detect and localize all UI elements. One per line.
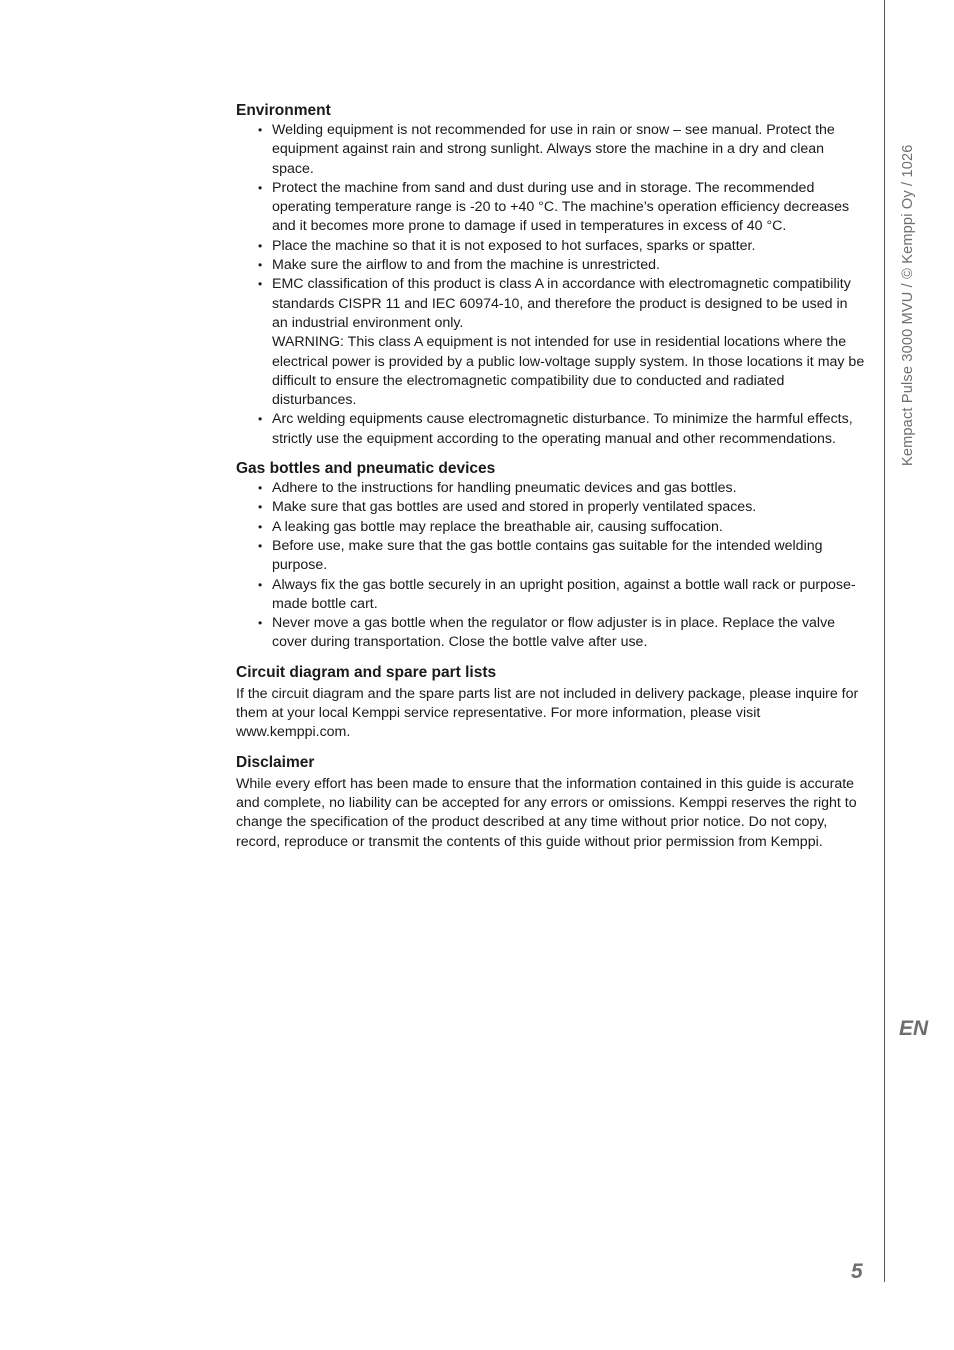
section-environment <box>236 101 866 449</box>
section-heading-gas: Gas bottles and pneumatic devices <box>236 460 496 478</box>
list-item: • Adhere to the instructions for handling pneumatic devices and gas bottles. <box>272 479 866 498</box>
emc-text: EMC classification of this product is class A in accordance with electromagnetic compatibility standards CISPR 11 and IEC 60974-10, and therefore the product is designed to be used in an industrial environment only. <box>272 276 851 331</box>
list-item: • Arc welding equipments cause electromagnetic disturbance. To minimize the harmful effects, strictly use the equipment according to the operating manual and other recommendations. <box>272 410 866 449</box>
list-item: • Protect the machine from sand and dust during use and in storage. The recommended operating temperature range is -20 to +40 °C. The machine’s operation efficiency decreases and it becomes more prone to damage if used in temperatures in excess of 40 °C. <box>272 179 866 237</box>
section-heading-circuit: Circuit diagram and spare part lists <box>236 663 497 681</box>
disclaimer-body: While every effort has been made to ensure that the information contained in this guide is accurate and complete, no liability can be accepted for any errors or omissions. Kemppi reserves the right to change the specification of the product described at any time without prior notice. Do not copy, record, reproduce or transmit the contents of this guide without prior permission from Kemppi. <box>236 775 857 850</box>
section-disclaimer <box>236 753 866 852</box>
environment-list <box>236 121 866 449</box>
emc-warning: WARNING: This class A equipment is not intended for use in residential locations where the electrical power is provided by a public low-voltage supply system. In those locations it may be difficult to ensure the electromagnetic compatibility due to conducted and radiated disturbances. <box>272 334 865 409</box>
section-heading-disclaimer: Disclaimer <box>236 753 315 771</box>
circuit-body: If the circuit diagram and the spare parts list are not included in delivery package, please inquire for them at your local Kemppi service representative. For more information, please visit www.kemppi.com. <box>236 685 859 741</box>
list-item: • Place the machine so that it is not exposed to hot surfaces, sparks or spatter. <box>272 237 866 256</box>
section-circuit <box>236 663 866 743</box>
list-item: • Welding equipment is not recommended for use in rain or snow – see manual. Protect the equipment against rain and strong sunlight. Always store the machine in a dry and clean space. <box>272 121 866 179</box>
list-item: • Always fix the gas bottle securely in an upright position, against a bottle wall rack or purpose-made bottle cart. <box>272 576 866 615</box>
gas-list <box>236 479 866 653</box>
document-title: Kempact Pulse 3000 MVU / © Kemppi Oy / 1026 <box>900 144 916 466</box>
section-gas <box>236 459 866 653</box>
page-content <box>236 101 866 852</box>
page-number: 5 <box>851 1260 863 1283</box>
list-item: • A leaking gas bottle may replace the breathable air, causing suffocation. <box>272 518 866 537</box>
list-item: • Before use, make sure that the gas bottle contains gas suitable for the intended welding purpose. <box>272 537 866 576</box>
margin-divider <box>884 0 885 1282</box>
list-item: • Never move a gas bottle when the regulator or flow adjuster is in place. Replace the valve cover during transportation. Close the bottle valve after use. <box>272 614 866 653</box>
language-label: EN <box>899 1017 929 1040</box>
list-item <box>272 275 866 410</box>
list-item: • Make sure that gas bottles are used and stored in properly ventilated spaces. <box>272 498 866 517</box>
list-item: • Make sure the airflow to and from the machine is unrestricted. <box>272 256 866 275</box>
section-heading-environment: Environment <box>236 102 331 119</box>
